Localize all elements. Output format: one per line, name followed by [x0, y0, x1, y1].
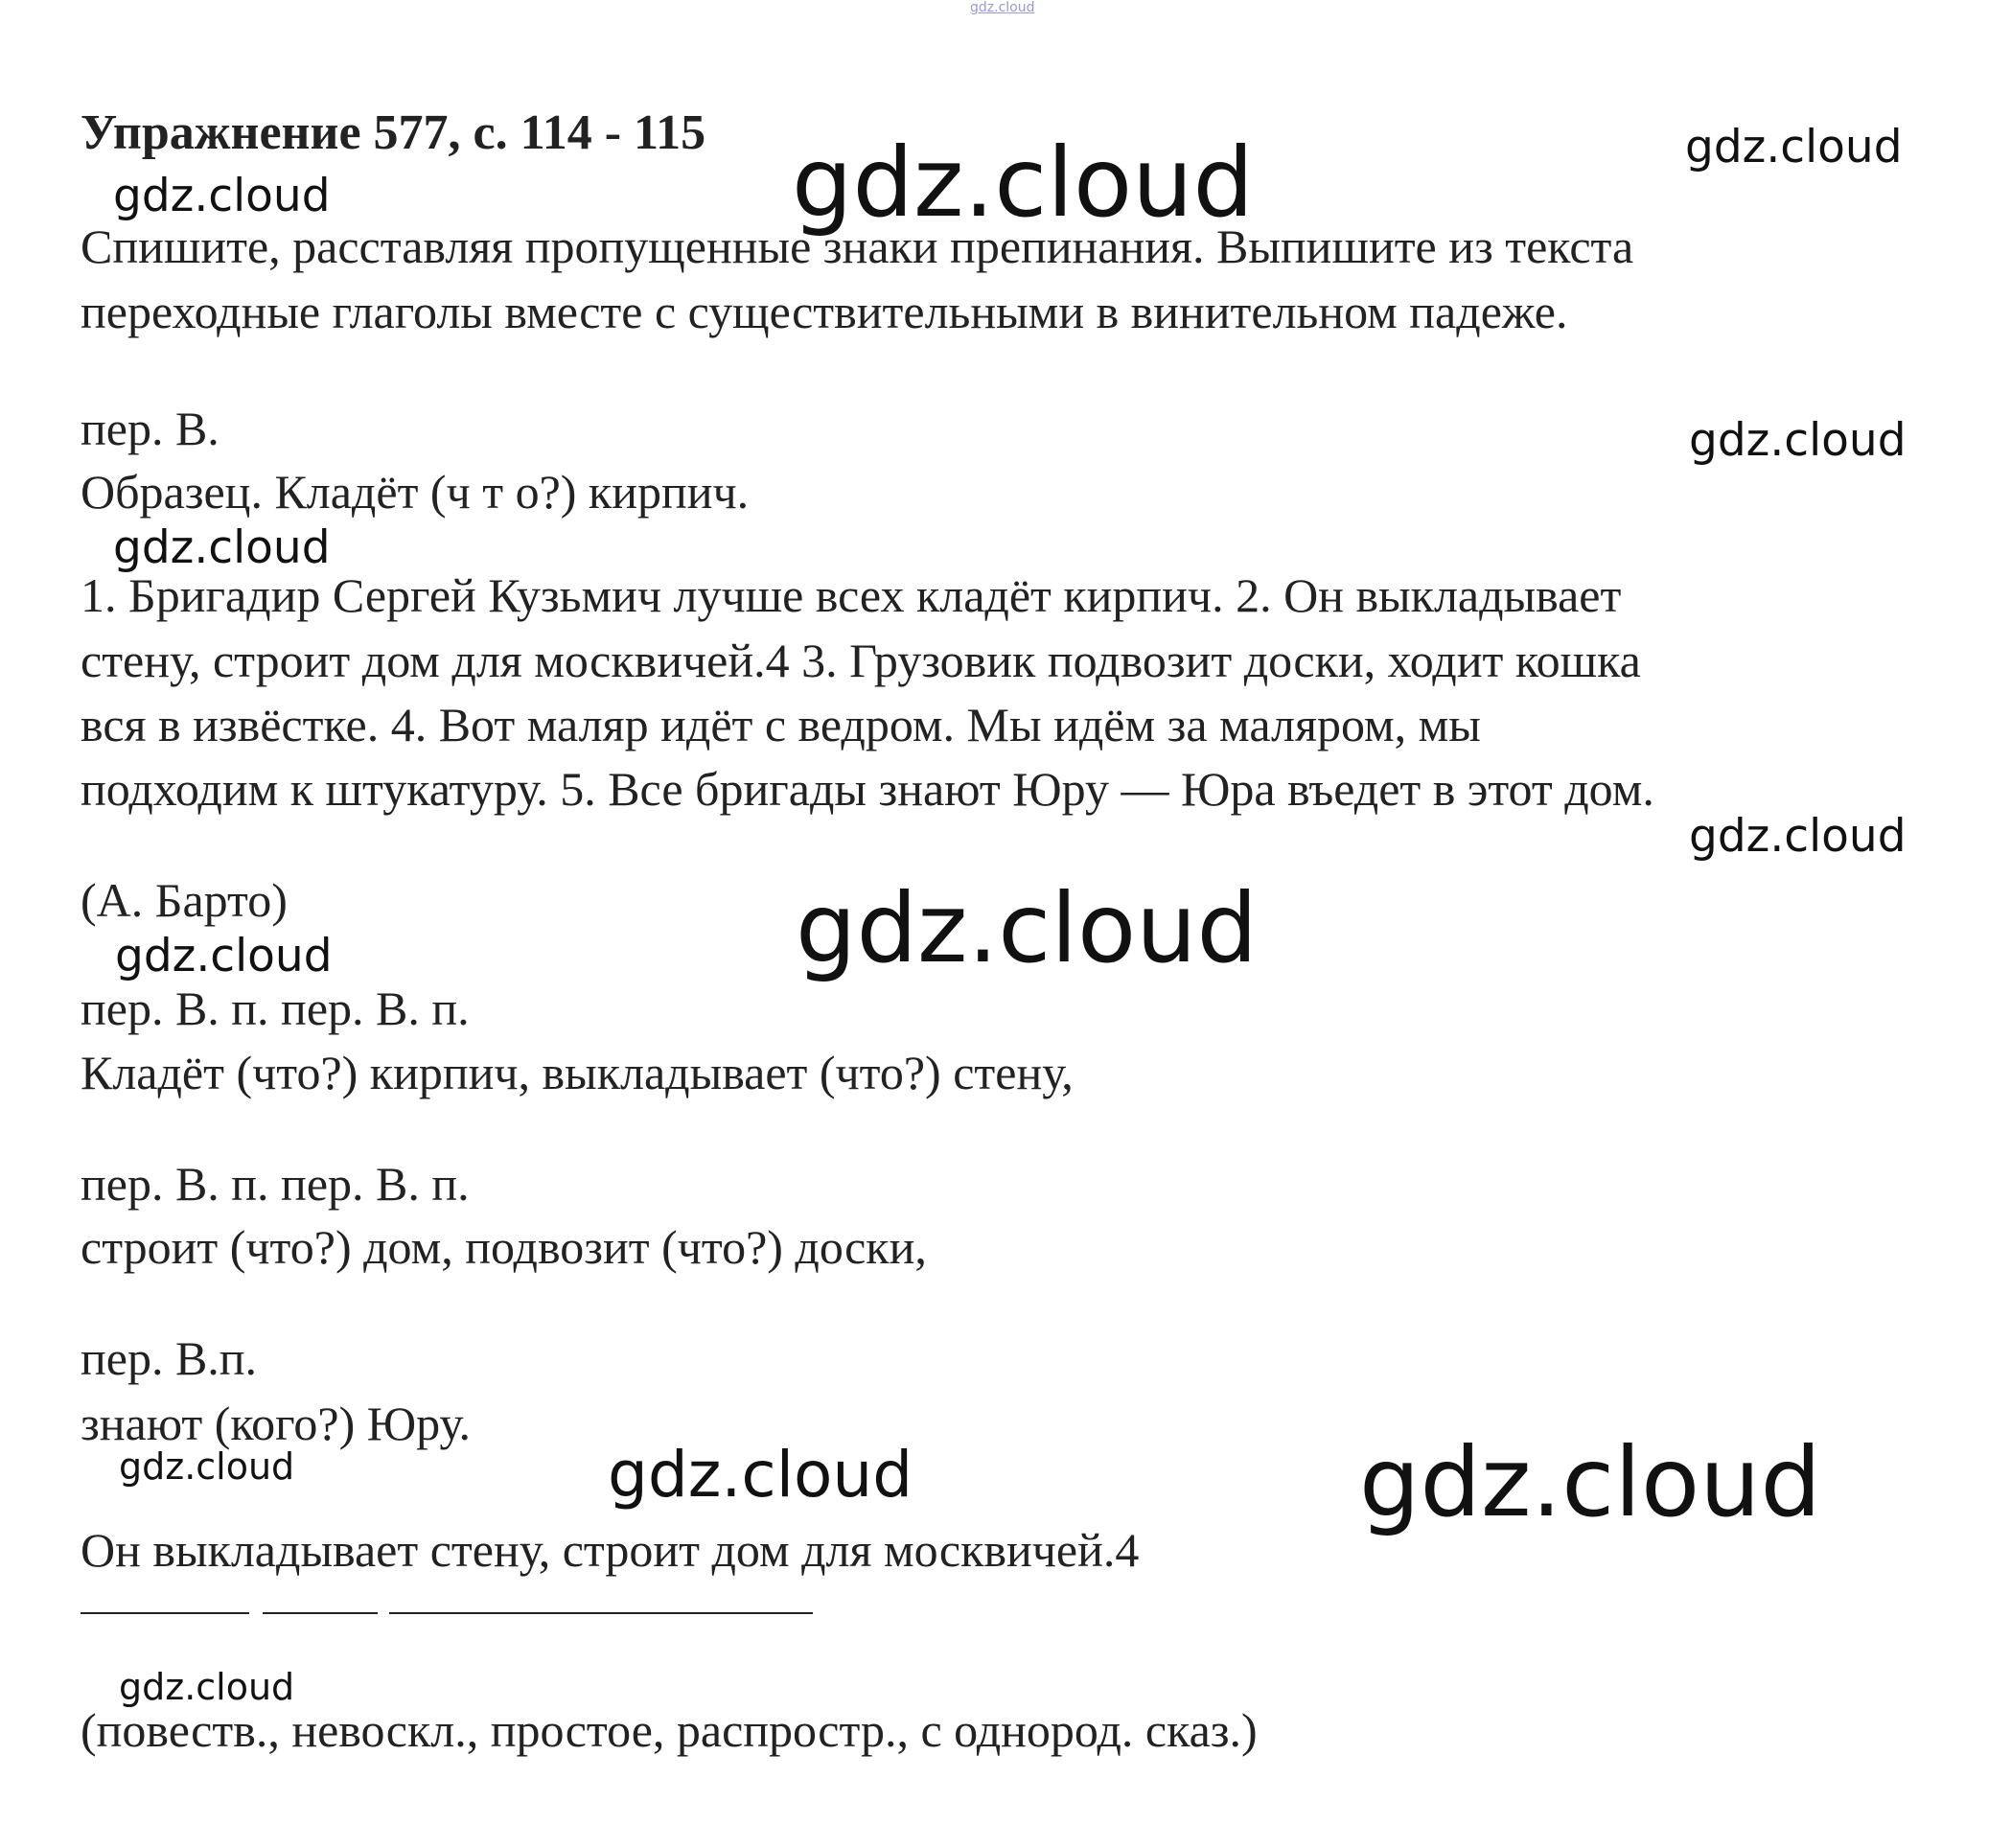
- watermark-large: gdz.cloud: [792, 127, 1255, 239]
- watermark: gdz.cloud: [1685, 121, 1903, 173]
- task-line-1: Спишите, расставляя пропущенные знаки препинания. Выпишите из текста: [81, 219, 1634, 273]
- text-line-1: 1. Бригадир Сергей Кузьмич лучше всех кладёт кирпич. 2. Он выкладывает: [81, 568, 1622, 622]
- answer-2-note: пер. В. п. пер. В. п.: [81, 1157, 470, 1211]
- analysis-description: (повеств., невоскл., простое, распростр., с однород. сказ.): [81, 1703, 1258, 1757]
- watermark-large: gdz.cloud: [796, 872, 1259, 984]
- author: (А. Барто): [81, 873, 288, 927]
- underline-predicate: [263, 1612, 378, 1614]
- exercise-title: Упражнение 577, с. 114 - 115: [81, 105, 706, 160]
- sample-text: Образец. Кладёт (ч т о?) кирпич.: [81, 465, 750, 519]
- watermark: gdz.cloud: [119, 1445, 295, 1488]
- watermark-medium: gdz.cloud: [608, 1438, 913, 1512]
- watermark: gdz.cloud: [115, 930, 333, 982]
- watermark: gdz.cloud: [1689, 414, 1907, 467]
- answer-3-text: знают (кого?) Юру.: [81, 1397, 471, 1450]
- analysis-sentence: Он выкладывает стену, строит дом для москвичей.4: [81, 1523, 1140, 1577]
- watermark: gdz.cloud: [113, 170, 331, 222]
- task-line-2: переходные глаголы вместе с существительными в винительном падеже.: [81, 285, 1568, 338]
- watermark-top: gdz.cloud: [970, 0, 1035, 15]
- answer-3-note: пер. В.п.: [81, 1331, 258, 1385]
- text-line-2: стену, строит дом для москвичей.4 3. Грузовик подвозит доски, ходит кошка: [81, 634, 1641, 687]
- watermark: gdz.cloud: [119, 1666, 295, 1708]
- underline-object: [389, 1612, 813, 1614]
- text-line-3: вся в извёстке. 4. Вот маляр идёт с ведром. Мы идём за маляром, мы: [81, 698, 1481, 751]
- sample-note: пер. В.: [81, 402, 220, 455]
- underline-subject: [81, 1612, 249, 1614]
- answer-1-note: пер. В. п. пер. В. п.: [81, 982, 470, 1035]
- text-line-4: подходим к штукатуру. 5. Все бригады знают Юру — Юра въедет в этот дом.: [81, 762, 1654, 816]
- answer-2-text: строит (что?) дом, подвозит (что?) доски,: [81, 1220, 927, 1274]
- watermark: gdz.cloud: [113, 521, 331, 574]
- answer-1-text: Кладёт (что?) кирпич, выкладывает (что?) стену,: [81, 1046, 1074, 1099]
- watermark-large: gdz.cloud: [1359, 1426, 1822, 1538]
- watermark: gdz.cloud: [1689, 810, 1907, 863]
